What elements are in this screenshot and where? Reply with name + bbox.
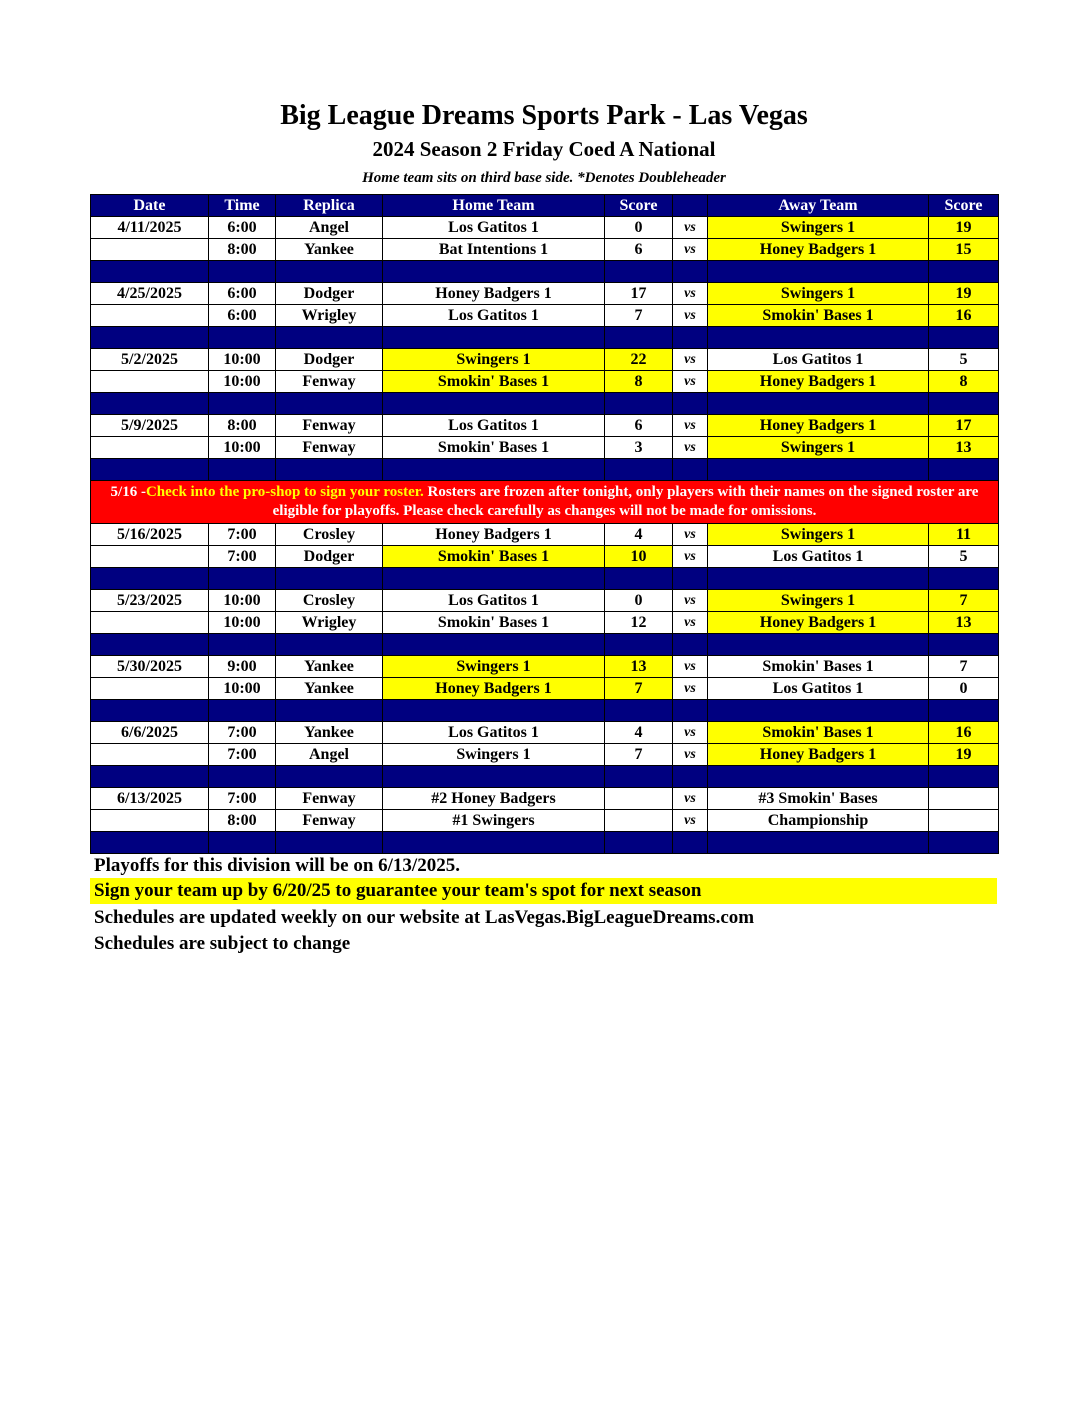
vs-label: vs: [673, 612, 708, 634]
vs-label: vs: [673, 415, 708, 437]
game-time: 10:00: [209, 590, 276, 612]
vs-label: vs: [673, 744, 708, 766]
separator-cell: [708, 832, 929, 854]
separator-row: [91, 766, 999, 788]
separator-cell: [929, 568, 999, 590]
away-score: 19: [929, 283, 999, 305]
separator-cell: [209, 568, 276, 590]
field-name: Wrigley: [276, 305, 383, 327]
away-team: Los Gatitos 1: [708, 349, 929, 371]
game-row: [91, 788, 999, 810]
website-note: Schedules are updated weekly on our website at LasVegas.BigLeagueDreams.com: [94, 907, 755, 928]
game-date: [91, 371, 209, 393]
game-date: [91, 239, 209, 261]
home-score: 6: [605, 239, 673, 261]
vs-label: vs: [673, 217, 708, 239]
separator-cell: [605, 832, 673, 854]
vs-label: vs: [673, 239, 708, 261]
game-time: 7:00: [209, 722, 276, 744]
separator-row: [91, 393, 999, 415]
away-score: 17: [929, 415, 999, 437]
field-name: Dodger: [276, 349, 383, 371]
home-team: Smokin' Bases 1: [383, 612, 605, 634]
home-team: Honey Badgers 1: [383, 283, 605, 305]
away-team: Swingers 1: [708, 590, 929, 612]
col-replica: Replica: [276, 195, 383, 217]
separator-cell: [276, 261, 383, 283]
table-header-row: [91, 195, 999, 217]
game-date: [91, 678, 209, 700]
away-score: [929, 788, 999, 810]
game-row: [91, 612, 999, 634]
separator-cell: [209, 327, 276, 349]
away-team: Honey Badgers 1: [708, 239, 929, 261]
col-home-team: Home Team: [383, 195, 605, 217]
separator-cell: [605, 766, 673, 788]
game-row: [91, 722, 999, 744]
game-date: 5/9/2025: [91, 415, 209, 437]
away-team: Honey Badgers 1: [708, 415, 929, 437]
home-score: 0: [605, 217, 673, 239]
separator-cell: [929, 327, 999, 349]
away-score: 5: [929, 546, 999, 568]
separator-cell: [276, 700, 383, 722]
game-date: [91, 810, 209, 832]
home-score: 7: [605, 305, 673, 327]
home-team: Los Gatitos 1: [383, 305, 605, 327]
separator-cell: [276, 832, 383, 854]
vs-label: vs: [673, 305, 708, 327]
away-team: Honey Badgers 1: [708, 371, 929, 393]
home-score: 3: [605, 437, 673, 459]
home-team: Honey Badgers 1: [383, 524, 605, 546]
game-row: [91, 283, 999, 305]
field-name: Fenway: [276, 437, 383, 459]
separator-cell: [673, 327, 708, 349]
separator-cell: [383, 393, 605, 415]
separator-cell: [91, 393, 209, 415]
separator-cell: [708, 634, 929, 656]
away-score: 19: [929, 744, 999, 766]
separator-cell: [91, 261, 209, 283]
separator-cell: [605, 393, 673, 415]
vs-label: vs: [673, 546, 708, 568]
away-team: Swingers 1: [708, 283, 929, 305]
away-score: 8: [929, 371, 999, 393]
separator-cell: [929, 832, 999, 854]
game-time: 10:00: [209, 678, 276, 700]
separator-cell: [605, 261, 673, 283]
separator-cell: [276, 459, 383, 481]
separator-cell: [209, 459, 276, 481]
game-time: 6:00: [209, 305, 276, 327]
roster-alert-row: [91, 481, 999, 524]
field-name: Angel: [276, 744, 383, 766]
separator-cell: [605, 568, 673, 590]
separator-cell: [383, 700, 605, 722]
separator-row: [91, 327, 999, 349]
game-time: 10:00: [209, 371, 276, 393]
field-name: Fenway: [276, 810, 383, 832]
separator-cell: [605, 700, 673, 722]
separator-cell: [708, 568, 929, 590]
game-row: [91, 305, 999, 327]
col-away-score: Score: [929, 195, 999, 217]
separator-cell: [673, 832, 708, 854]
away-score: 15: [929, 239, 999, 261]
separator-cell: [929, 261, 999, 283]
game-date: [91, 744, 209, 766]
home-team: Los Gatitos 1: [383, 415, 605, 437]
field-name: Yankee: [276, 678, 383, 700]
col-vs: [673, 195, 708, 217]
home-team: Smokin' Bases 1: [383, 546, 605, 568]
away-score: 11: [929, 524, 999, 546]
separator-cell: [708, 261, 929, 283]
separator-cell: [383, 459, 605, 481]
game-row: [91, 810, 999, 832]
game-date: [91, 305, 209, 327]
game-row: [91, 546, 999, 568]
separator-cell: [91, 700, 209, 722]
separator-cell: [708, 393, 929, 415]
alert-highlight: Check into the pro-shop to sign your roster.: [145, 484, 424, 500]
vs-label: vs: [673, 349, 708, 371]
season-subtitle: 2024 Season 2 Friday Coed A National: [372, 137, 716, 161]
separator-cell: [673, 261, 708, 283]
home-score: 17: [605, 283, 673, 305]
separator-cell: [708, 766, 929, 788]
away-score: 16: [929, 722, 999, 744]
separator-row: [91, 261, 999, 283]
separator-cell: [383, 766, 605, 788]
game-row: [91, 239, 999, 261]
separator-cell: [209, 832, 276, 854]
alert-date: 5/16 -: [110, 484, 146, 500]
away-team: Smokin' Bases 1: [708, 722, 929, 744]
game-time: 7:00: [209, 744, 276, 766]
separator-cell: [91, 459, 209, 481]
home-score: 7: [605, 744, 673, 766]
home-team: #1 Swingers: [383, 810, 605, 832]
game-date: 5/23/2025: [91, 590, 209, 612]
vs-label: vs: [673, 678, 708, 700]
home-team: Smokin' Bases 1: [383, 437, 605, 459]
separator-cell: [673, 766, 708, 788]
away-team: Swingers 1: [708, 437, 929, 459]
separator-row: [91, 459, 999, 481]
away-score: 5: [929, 349, 999, 371]
away-score: 13: [929, 437, 999, 459]
game-row: [91, 744, 999, 766]
game-time: 8:00: [209, 810, 276, 832]
separator-cell: [673, 459, 708, 481]
home-team: #2 Honey Badgers: [383, 788, 605, 810]
separator-cell: [708, 700, 929, 722]
game-time: 9:00: [209, 656, 276, 678]
away-team: Los Gatitos 1: [708, 546, 929, 568]
home-team: Swingers 1: [383, 744, 605, 766]
vs-label: vs: [673, 810, 708, 832]
separator-cell: [383, 634, 605, 656]
game-date: [91, 612, 209, 634]
game-row: [91, 590, 999, 612]
home-score: 22: [605, 349, 673, 371]
separator-cell: [209, 261, 276, 283]
home-team: Los Gatitos 1: [383, 590, 605, 612]
field-name: Wrigley: [276, 612, 383, 634]
separator-cell: [91, 832, 209, 854]
separator-cell: [605, 634, 673, 656]
separator-cell: [605, 459, 673, 481]
game-time: 6:00: [209, 283, 276, 305]
home-score: 12: [605, 612, 673, 634]
away-score: 7: [929, 590, 999, 612]
separator-cell: [91, 568, 209, 590]
game-date: [91, 546, 209, 568]
separator-cell: [673, 393, 708, 415]
game-row: [91, 678, 999, 700]
alert-text: Rosters are frozen after tonight, only players with their names on the signed roster are eligible for playoffs. Please check carefully as changes will not be made for omissions.: [272, 484, 979, 519]
separator-cell: [929, 459, 999, 481]
away-team: Honey Badgers 1: [708, 612, 929, 634]
home-score: 0: [605, 590, 673, 612]
game-time: 7:00: [209, 788, 276, 810]
separator-cell: [209, 634, 276, 656]
home-score: 4: [605, 524, 673, 546]
home-score: 13: [605, 656, 673, 678]
separator-cell: [276, 393, 383, 415]
away-team: Swingers 1: [708, 524, 929, 546]
home-team: Honey Badgers 1: [383, 678, 605, 700]
separator-cell: [209, 700, 276, 722]
field-name: Fenway: [276, 371, 383, 393]
away-score: 16: [929, 305, 999, 327]
signup-note: Sign your team up by 6/20/25 to guarantee your team's spot for next season: [90, 878, 997, 904]
separator-cell: [91, 766, 209, 788]
away-team: Smokin' Bases 1: [708, 656, 929, 678]
game-row: [91, 349, 999, 371]
game-time: 7:00: [209, 524, 276, 546]
away-team: Honey Badgers 1: [708, 744, 929, 766]
vs-label: vs: [673, 722, 708, 744]
separator-cell: [605, 327, 673, 349]
vs-label: vs: [673, 283, 708, 305]
separator-cell: [209, 393, 276, 415]
col-away-team: Away Team: [708, 195, 929, 217]
playoffs-note: Playoffs for this division will be on 6/13/2025.: [94, 855, 460, 876]
game-time: 8:00: [209, 415, 276, 437]
field-name: Yankee: [276, 239, 383, 261]
vs-label: vs: [673, 371, 708, 393]
vs-label: vs: [673, 437, 708, 459]
game-row: [91, 437, 999, 459]
game-date: 4/11/2025: [91, 217, 209, 239]
home-score: 7: [605, 678, 673, 700]
separator-cell: [276, 634, 383, 656]
game-time: 6:00: [209, 217, 276, 239]
field-name: Fenway: [276, 788, 383, 810]
roster-alert: [91, 481, 999, 524]
separator-row: [91, 568, 999, 590]
separator-row: [91, 700, 999, 722]
separator-cell: [929, 393, 999, 415]
away-team: Los Gatitos 1: [708, 678, 929, 700]
separator-cell: [209, 766, 276, 788]
game-date: 6/13/2025: [91, 788, 209, 810]
separator-cell: [673, 634, 708, 656]
home-team: Swingers 1: [383, 656, 605, 678]
vs-label: vs: [673, 656, 708, 678]
game-date: 5/16/2025: [91, 524, 209, 546]
separator-cell: [276, 568, 383, 590]
home-team: Smokin' Bases 1: [383, 371, 605, 393]
separator-cell: [673, 568, 708, 590]
home-score: 10: [605, 546, 673, 568]
game-time: 10:00: [209, 349, 276, 371]
separator-cell: [383, 327, 605, 349]
home-team: Swingers 1: [383, 349, 605, 371]
field-name: Yankee: [276, 722, 383, 744]
separator-cell: [276, 327, 383, 349]
separator-cell: [91, 327, 209, 349]
away-team: Championship: [708, 810, 929, 832]
game-date: 5/30/2025: [91, 656, 209, 678]
separator-cell: [383, 832, 605, 854]
schedule-body: [91, 217, 999, 854]
separator-cell: [929, 766, 999, 788]
field-name: Yankee: [276, 656, 383, 678]
away-team: Smokin' Bases 1: [708, 305, 929, 327]
home-score: [605, 788, 673, 810]
game-date: 6/6/2025: [91, 722, 209, 744]
separator-cell: [929, 634, 999, 656]
schedule-table: [90, 194, 999, 854]
page-title: Big League Dreams Sports Park - Las Vegas: [280, 100, 808, 131]
field-name: Dodger: [276, 546, 383, 568]
game-row: [91, 524, 999, 546]
away-score: 0: [929, 678, 999, 700]
away-score: 19: [929, 217, 999, 239]
field-name: Fenway: [276, 415, 383, 437]
change-note: Schedules are subject to change: [94, 933, 351, 954]
home-score: 4: [605, 722, 673, 744]
col-time: Time: [209, 195, 276, 217]
game-date: 4/25/2025: [91, 283, 209, 305]
separator-cell: [383, 568, 605, 590]
home-score: [605, 810, 673, 832]
separator-cell: [276, 766, 383, 788]
home-team: Los Gatitos 1: [383, 722, 605, 744]
game-row: [91, 415, 999, 437]
game-date: [91, 437, 209, 459]
separator-row: [91, 832, 999, 854]
home-team-note: Home team sits on third base side. *Denotes Doubleheader: [362, 170, 726, 186]
vs-label: vs: [673, 788, 708, 810]
away-score: 13: [929, 612, 999, 634]
game-time: 7:00: [209, 546, 276, 568]
away-score: [929, 810, 999, 832]
home-team: Bat Intentions 1: [383, 239, 605, 261]
field-name: Crosley: [276, 524, 383, 546]
col-home-score: Score: [605, 195, 673, 217]
separator-cell: [91, 634, 209, 656]
field-name: Crosley: [276, 590, 383, 612]
vs-label: vs: [673, 524, 708, 546]
col-date: Date: [91, 195, 209, 217]
game-row: [91, 217, 999, 239]
away-team: #3 Smokin' Bases: [708, 788, 929, 810]
home-team: Los Gatitos 1: [383, 217, 605, 239]
game-row: [91, 656, 999, 678]
separator-cell: [383, 261, 605, 283]
separator-cell: [708, 459, 929, 481]
separator-cell: [673, 700, 708, 722]
vs-label: vs: [673, 590, 708, 612]
separator-cell: [929, 700, 999, 722]
game-date: 5/2/2025: [91, 349, 209, 371]
game-time: 10:00: [209, 437, 276, 459]
home-score: 8: [605, 371, 673, 393]
field-name: Angel: [276, 217, 383, 239]
home-score: 6: [605, 415, 673, 437]
separator-cell: [708, 327, 929, 349]
game-time: 10:00: [209, 612, 276, 634]
away-score: 7: [929, 656, 999, 678]
field-name: Dodger: [276, 283, 383, 305]
away-team: Swingers 1: [708, 217, 929, 239]
game-row: [91, 371, 999, 393]
game-time: 8:00: [209, 239, 276, 261]
separator-row: [91, 634, 999, 656]
